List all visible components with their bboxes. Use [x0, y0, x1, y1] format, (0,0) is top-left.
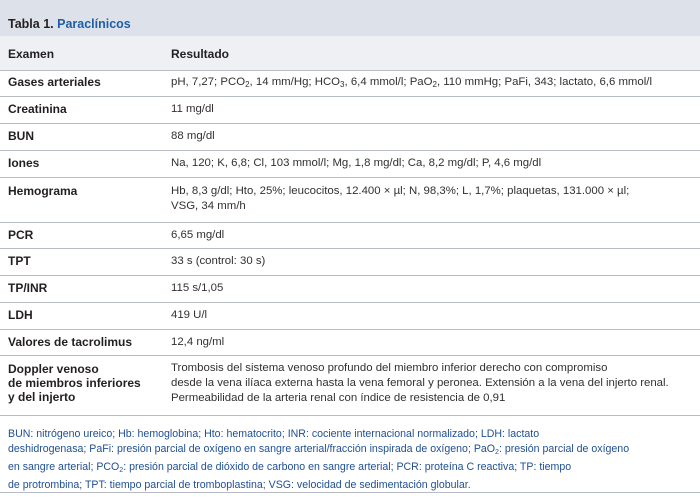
table-row — [0, 123, 700, 151]
table-row — [0, 96, 700, 124]
header-resultado: Resultado — [171, 47, 230, 61]
exam-name: Valores de tacrolimus — [8, 335, 133, 349]
result-text: 33 s (control: 30 s) — [171, 255, 266, 267]
exam-name: TPT — [8, 254, 31, 268]
table-name: Paraclínicos — [57, 17, 131, 31]
table-number: Tabla 1. — [8, 17, 54, 31]
exam-name: TP/INR — [8, 281, 48, 295]
exam-name: Hemograma — [8, 184, 78, 198]
table-row — [0, 150, 700, 178]
table-row — [0, 329, 700, 356]
table-row — [0, 275, 700, 303]
table-footnote: BUN: nitrógeno ureico; Hb: hemoglobina; Hto: hematocrito; INR: cociente internacional normalizado; LDH: lactato deshidrogenasa; PaFi: presión parcial de oxígeno en sangre arterial/fracción inspirada de oxígeno; PaO$_2$: presión parcial de oxígeno en sangre arterial; $PCO_2$: presión parcial de dióxido de carbono en sangre arterial; PCR: proteína C reactiva; TP: tiempo de protrombina; TPT: tiempo parcial de tromboplastina; VSG: velocidad de sedimentación globular. — [8, 428, 630, 491]
bottom-rule — [0, 492, 700, 493]
result-text: 115 s/1,05 — [171, 282, 224, 294]
table-row — [0, 302, 700, 330]
header-examen: Examen — [8, 47, 55, 61]
result-text: 12,4 ng/ml — [171, 336, 225, 348]
table-header-row — [0, 36, 700, 70]
exam-name: PCR — [8, 228, 34, 242]
table-divider — [0, 415, 700, 416]
result-text: pH, 7,27; $PCO_2$, 14 mm/Hg; $HCO_3$, 6,4 mmol/l; PaO$_2$, 110 mmHg; PaFi, 343; lactato, 6,6 mmol/l — [171, 76, 652, 89]
table-row — [0, 222, 700, 249]
table-row — [0, 248, 700, 276]
result-text: 11 mg/dl — [171, 103, 214, 115]
result-text: Hb, 8,3 g/dl; Hto, 25%; leucocitos, 12.400 × µl; N, 98,3%; L, 1,7%; plaquetas, 131.000 × µl; VSG, 34 mm/h — [171, 185, 630, 212]
exam-name: LDH — [8, 308, 33, 322]
result-text: Na, 120; K, 6,8; Cl, 103 mmol/l; Mg, 1,8 mg/dl; Ca, 8,2 mg/dl; P, 4,6 mg/dl — [171, 157, 542, 169]
exam-name: Creatinina — [8, 102, 67, 116]
result-text: Trombosis del sistema venoso profundo del miembro inferior derecho con compromiso desde la vena ilíaca externa hasta la vena femoral y peronea. Extensión a la vena del injerto renal. Permeabilidad de la arteria renal con índice de resistencia de 0,91 — [171, 362, 669, 404]
table-row — [0, 70, 700, 97]
result-text: 419 U/l — [171, 309, 208, 321]
table-title — [8, 17, 131, 31]
table-row — [0, 177, 700, 223]
result-text: 6,65 mg/dl — [171, 229, 225, 241]
exam-name: Iones — [8, 156, 40, 170]
exam-name: Gases arteriales — [8, 75, 101, 89]
exam-name: BUN — [8, 129, 34, 143]
table-row — [0, 355, 700, 416]
result-text: 88 mg/dl — [171, 130, 215, 142]
exam-name: Doppler venoso de miembros inferiores y del injerto — [8, 362, 141, 404]
